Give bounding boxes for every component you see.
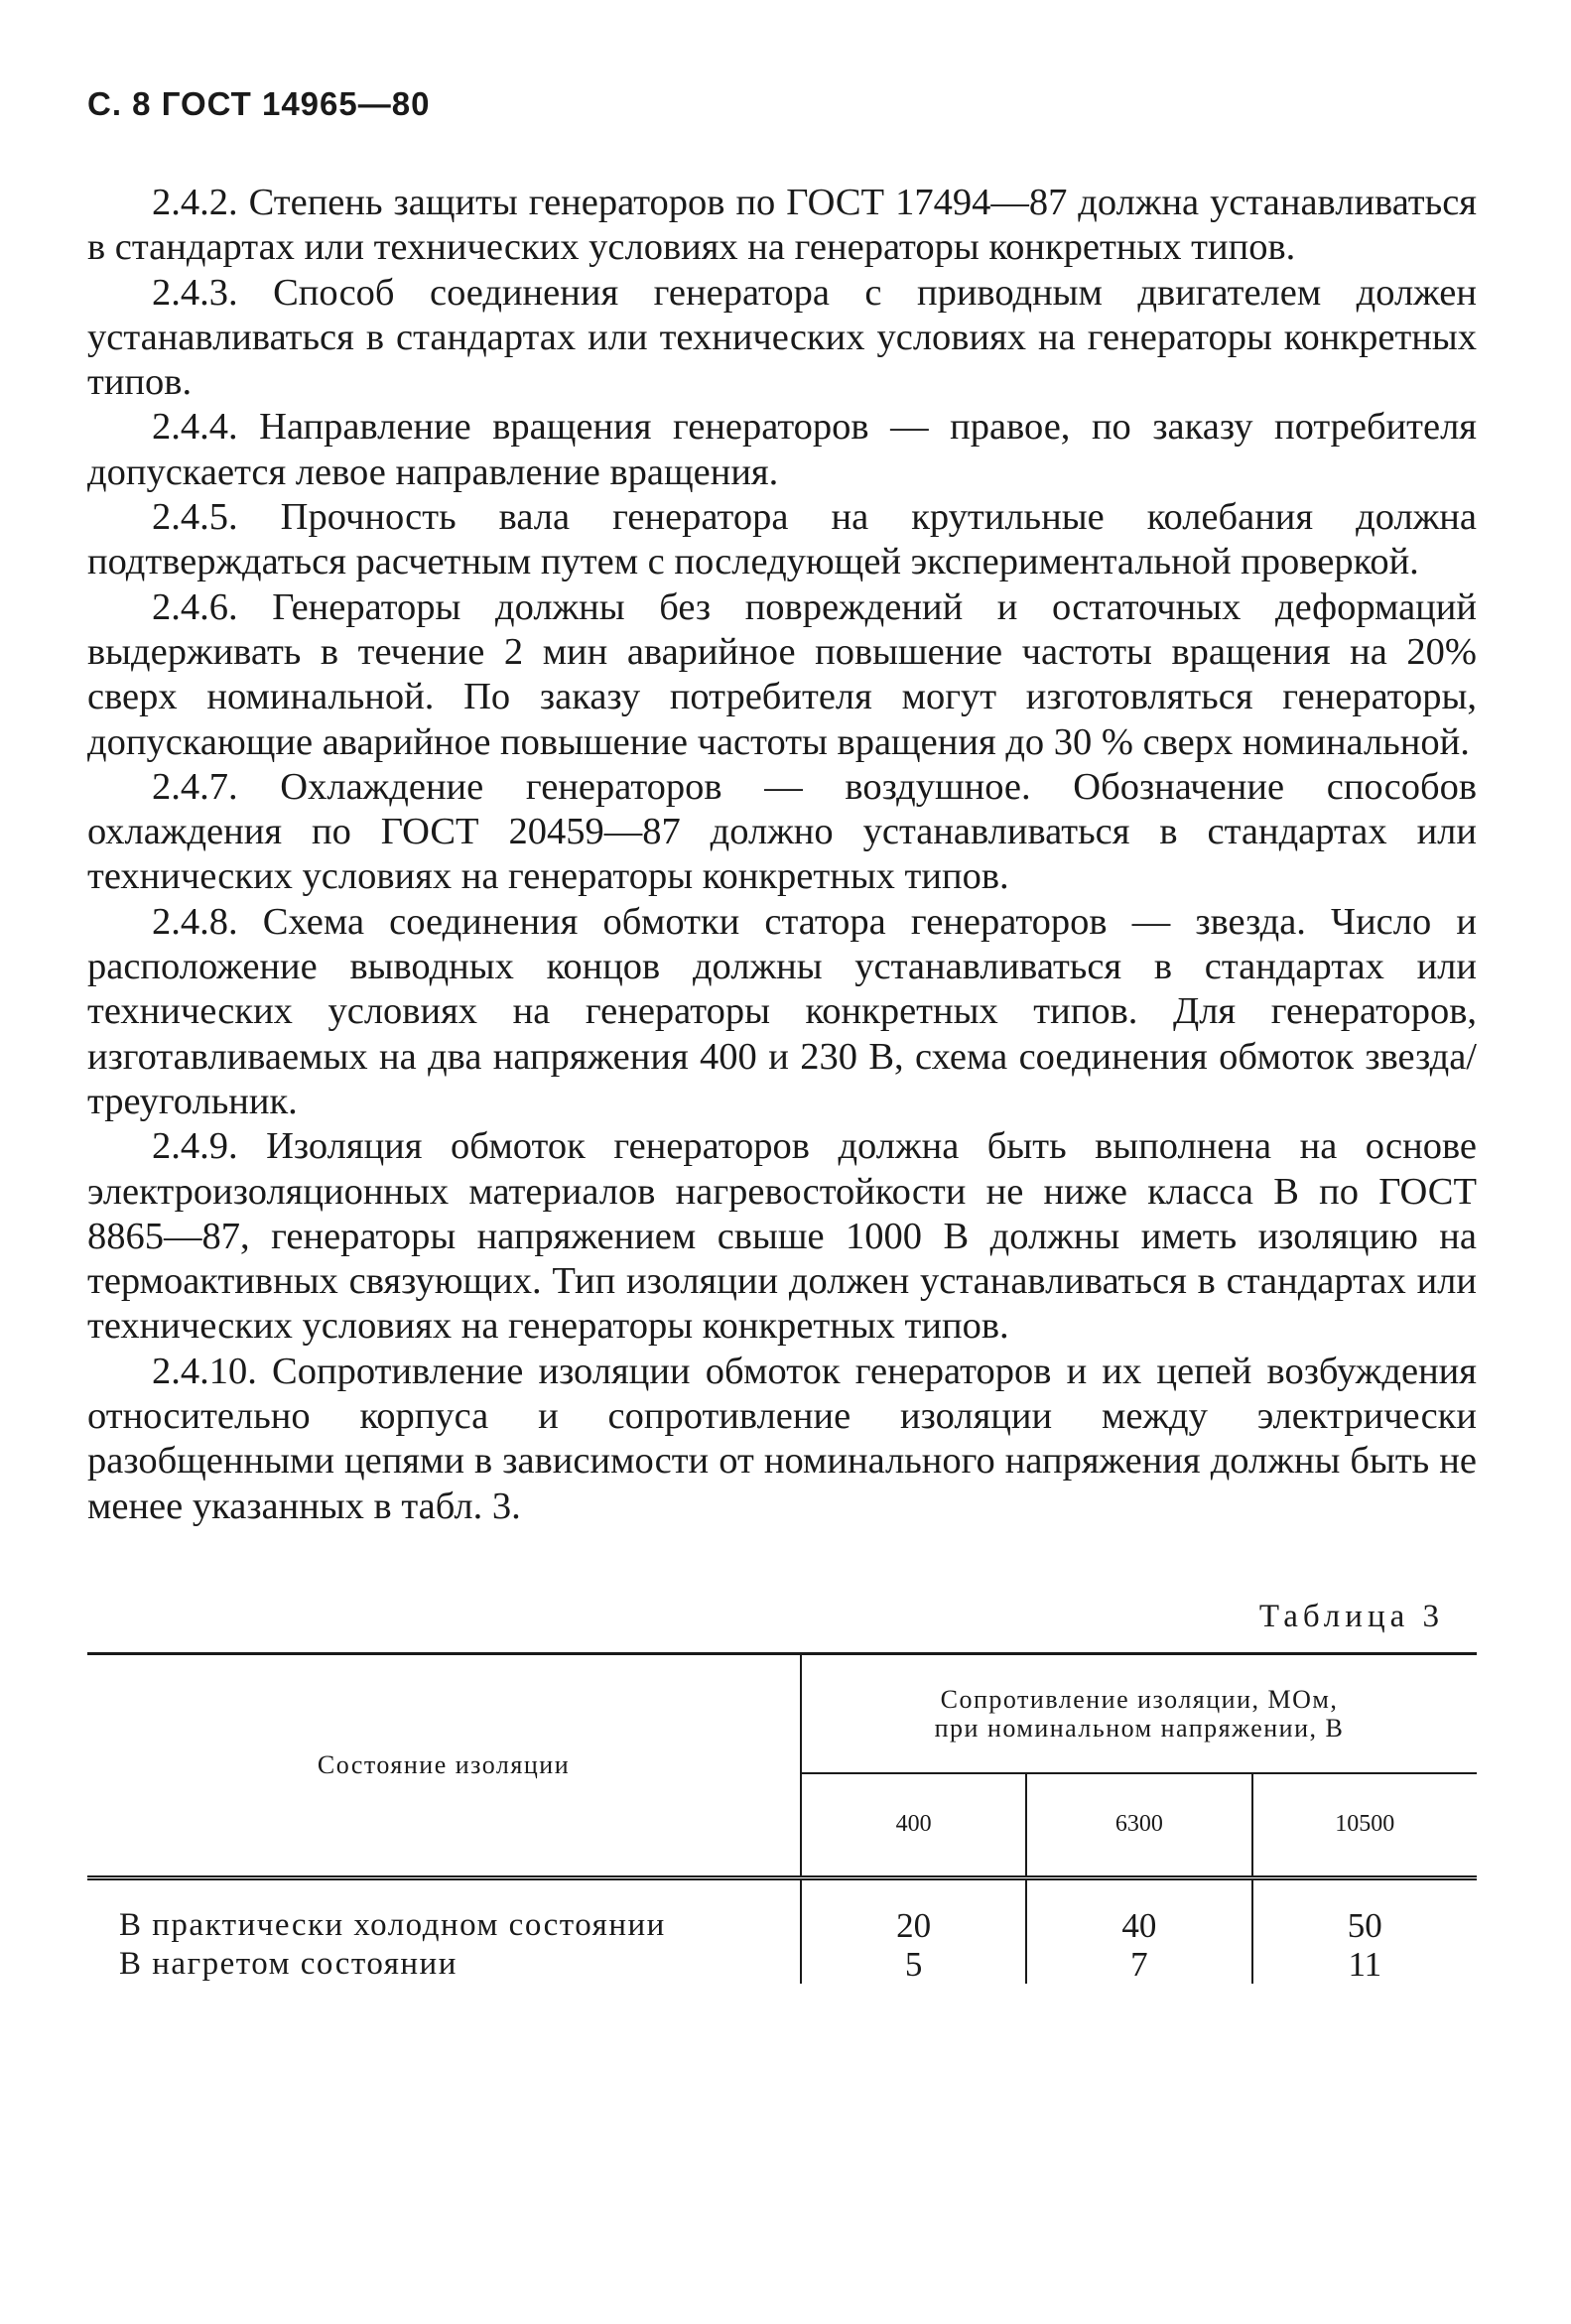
page-header: С. 8 ГОСТ 14965—80 [87,85,431,122]
paragraph-2-4-3: 2.4.3. Способ соединения генератора с приводным двигателем должен устанавливаться в стандартах или технических условиях на генераторы конкретных типов. [87,271,1477,404]
column-header-voltage-10500: 10500 [1252,1773,1477,1878]
row-state: В практически холодном состоянии [87,1877,801,1945]
column-header-state: Состояние изоляции [87,1653,801,1877]
table-row [87,1945,1477,1984]
cell-value: 20 [801,1877,1026,1945]
paragraph-2-4-7: 2.4.7. Охлаждение генераторов — воздушное. Обозначение способов охлаждения по ГОСТ 20459—87 должно устанавливаться в стандартах или технических условиях на генераторы конкретных типов. [87,765,1477,898]
row-state: В нагретом состоянии [87,1945,801,1984]
document-page [87,85,1477,1984]
cell-value: 5 [801,1945,1026,1984]
paragraph-2-4-10: 2.4.10. Сопротивление изоляции обмоток генераторов и их цепей возбуждения относительно корпуса и сопротивление изоляции между электрически разобщенными цепями в зависимости от номинального напряжения должны быть не менее указанных в табл. 3. [87,1350,1477,1527]
column-header-voltage-6300: 6300 [1026,1773,1251,1878]
cell-value: 7 [1026,1945,1251,1984]
cell-value: 50 [1347,1905,1382,1945]
paragraph-2-4-8: 2.4.8. Схема соединения обмотки статора генераторов — звезда. Число и расположение выводных концов должны устанавливаться в стандартах или технических условиях на генераторы конкретных типов. Для генераторов, изготавливаемых на два напряжения 400 и 230 В, схема соединения обмоток звезда/треугольник. [87,900,1477,1122]
column-header-resistance [801,1653,1477,1773]
paragraph-2-4-5: 2.4.5. Прочность вала генератора на крутильные колебания должна подтверждаться расчетным путем с последующей экспериментальной проверкой. [87,496,1477,583]
cell-value: 40 [1026,1877,1251,1945]
paragraph-2-4-9: 2.4.9. Изоляция обмоток генераторов должна быть выполнена на основе электроизоляционных материалов нагревостойкости не ниже класса В по ГОСТ 8865—87, генераторы напряжением свыше 1000 В должны иметь изоляцию на термоактивных связующих. Тип изоляции должен устанавливаться в стандартах или технических условиях на генераторы конкретных типов. [87,1125,1477,1348]
column-header-voltage-400: 400 [801,1773,1026,1878]
column-header-resistance-line1: Сопротивление изоляции, МОм, [940,1684,1339,1714]
table-row [87,1877,1477,1945]
paragraph-2-4-2: 2.4.2. Степень защиты генераторов по ГОСТ 17494—87 должна устанавливаться в стандартах или технических условиях на генераторы конкретных типов. [87,182,1477,269]
body-text [87,181,1477,1529]
cell-value: 11 [1348,1944,1382,1984]
paragraph-2-4-4: 2.4.4. Направление вращения генераторов — правое, по заказу потребителя допускается левое направление вращения. [87,406,1477,493]
insulation-resistance-table [87,1652,1477,1984]
paragraph-2-4-6: 2.4.6. Генераторы должны без повреждений и остаточных деформаций выдерживать в течение 2 мин аварийное повышение частоты вращения на 20% сверх номинальной. По заказу потребителя могут изготовляться генераторы, допускающие аварийное повышение частоты вращения до 30 % сверх номинальной. [87,585,1477,763]
table-caption: Таблица 3 [1258,1598,1444,1634]
column-header-resistance-line2: при номинальном напряжении, В [934,1713,1345,1743]
